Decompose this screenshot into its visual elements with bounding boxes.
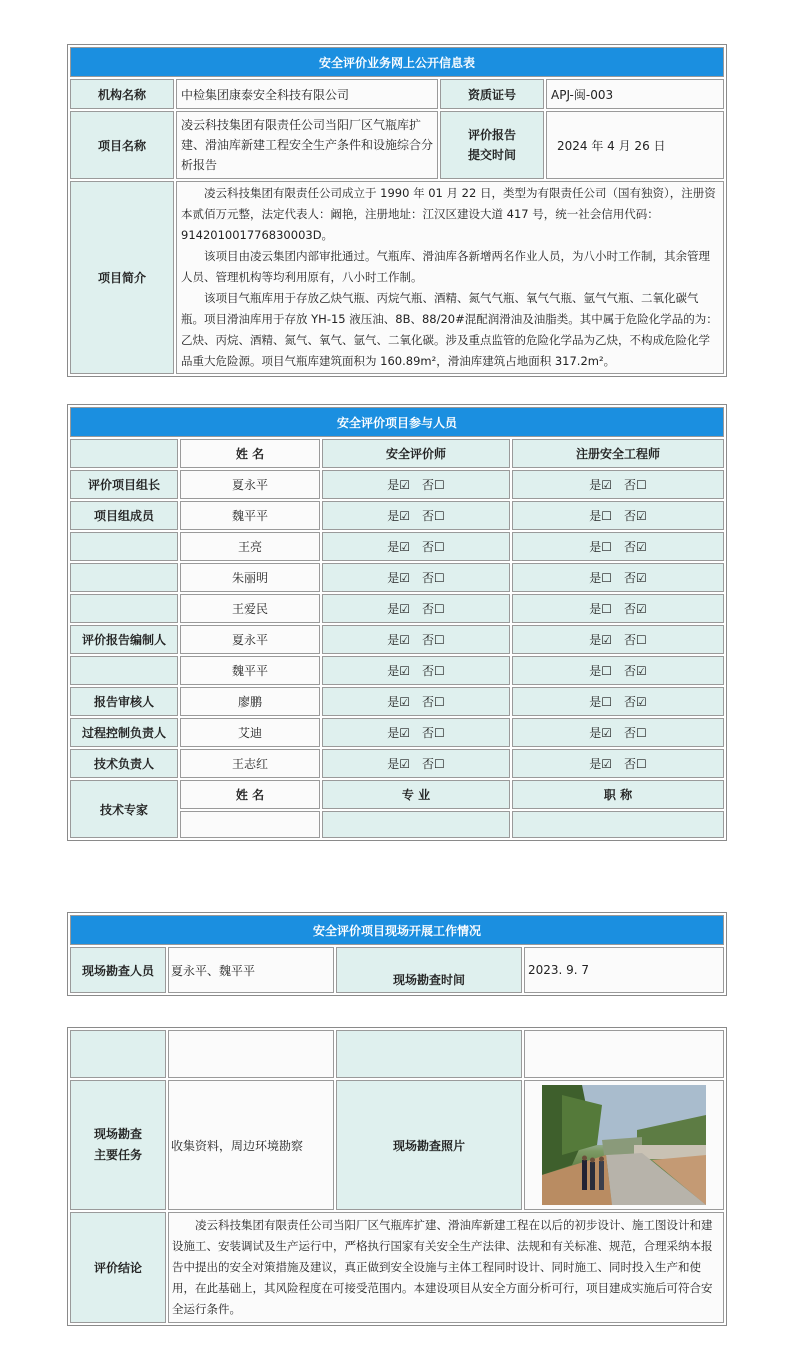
- name-cell: 魏平平: [180, 501, 320, 530]
- expert-label: 技术专家: [70, 780, 178, 838]
- role-cell: [70, 594, 178, 623]
- name-cell: 王志红: [180, 749, 320, 778]
- name-cell: 王亮: [180, 532, 320, 561]
- name-cell: 廖鹏: [180, 687, 320, 716]
- evaluator-checkbox: 是☑ 否☐: [322, 594, 510, 623]
- empty-cell: [336, 1030, 522, 1078]
- evaluator-checkbox: 是☑ 否☐: [322, 718, 510, 747]
- project-label: 项目名称: [70, 111, 174, 179]
- evaluator-checkbox: 是☑ 否☐: [322, 656, 510, 685]
- table-row: [70, 687, 724, 716]
- empty-cell: [70, 1030, 166, 1078]
- expert-name-cell: [180, 811, 320, 838]
- engineer-checkbox: 是☑ 否☐: [512, 470, 724, 499]
- empty-cell: [168, 1030, 334, 1078]
- role-cell: 项目组成员: [70, 501, 178, 530]
- org-value: 中检集团康泰安全科技有限公司: [176, 79, 438, 109]
- evaluator-checkbox: 是☑ 否☐: [322, 501, 510, 530]
- intro-text: [176, 181, 724, 374]
- expert-col-major: 专 业: [322, 780, 510, 809]
- col-name-header: 姓 名: [180, 439, 320, 468]
- table-row: [70, 625, 724, 654]
- engineer-checkbox: 是☑ 否☐: [512, 749, 724, 778]
- site-title: 安全评价项目现场开展工作情况: [70, 915, 724, 945]
- site-table: [67, 912, 727, 996]
- table-row: [70, 749, 724, 778]
- engineer-checkbox: 是☐ 否☑: [512, 687, 724, 716]
- info-table: [67, 44, 727, 377]
- table-row: [70, 718, 724, 747]
- table-row: [70, 594, 724, 623]
- expert-col-name: 姓 名: [180, 780, 320, 809]
- org-label: 机构名称: [70, 79, 174, 109]
- engineer-checkbox: 是☐ 否☑: [512, 563, 724, 592]
- expert-major-cell: [322, 811, 510, 838]
- task-label: 现场勘查 主要任务: [70, 1080, 166, 1210]
- conclusion-text: 凌云科技集团有限责任公司当阳厂区气瓶库扩建、滑油库新建工程在以后的初步设计、施工图设计和建设施工、安装调试及生产运行中，严格执行国家有关安全生产法律、法规和有关标准、规范，合理采纳本报告中提出的安全对策措施及建议，真正做到安全设施与主体工程同时设计、同时施工、同时投入生产和使用，在此基础上，其风险程度在可接受范围内。本建设项目从安全方面分析可行，项目建成实施后可符合安全运行条件。: [168, 1212, 724, 1323]
- task-table: [67, 1027, 727, 1326]
- staff-table: [67, 404, 727, 841]
- expert-col-title: 职 称: [512, 780, 724, 809]
- name-cell: 夏永平: [180, 625, 320, 654]
- evaluator-checkbox: 是☑ 否☐: [322, 470, 510, 499]
- col-evaluator-header: 安全评价师: [322, 439, 510, 468]
- intro-paragraph-3: 该项目气瓶库用于存放乙炔气瓶、丙烷气瓶、酒精、氮气气瓶、氧气气瓶、氩气气瓶、二氧化碳气瓶。项目滑油库用于存放 YH-15 液压油、8B、88/20#混配润滑油及油脂类。其中属于危险化学品的为：乙炔、丙烷、酒精、氮气、氧气、氩气、二氧化碳。涉及重点监管的危险化学品为乙炔，不构成危险化学品重大危险源。项目气瓶库建筑面积为 160.89m²，滑油库建筑占地面积 317.2m²。: [181, 291, 718, 368]
- name-cell: 朱丽明: [180, 563, 320, 592]
- table-row: [70, 532, 724, 561]
- role-cell: 过程控制负责人: [70, 718, 178, 747]
- engineer-checkbox: 是☐ 否☑: [512, 532, 724, 561]
- site-photo-image: [542, 1085, 706, 1205]
- project-value: 凌云科技集团有限责任公司当阳厂区气瓶库扩建、滑油库新建工程安全生产条件和设施综合分析报告: [176, 111, 438, 179]
- name-cell: 魏平平: [180, 656, 320, 685]
- photo-cell: [524, 1080, 724, 1210]
- engineer-checkbox: 是☐ 否☑: [512, 594, 724, 623]
- expert-title-cell: [512, 811, 724, 838]
- photo-label: 现场勘查照片: [336, 1080, 522, 1210]
- submit-label: 评价报告 提交时间: [440, 111, 544, 179]
- engineer-checkbox: 是☑ 否☐: [512, 718, 724, 747]
- evaluator-checkbox: 是☑ 否☐: [322, 625, 510, 654]
- name-cell: 夏永平: [180, 470, 320, 499]
- table-row: [70, 563, 724, 592]
- submit-value: 2024 年 4 月 26 日: [546, 111, 724, 179]
- task-value: 收集资料，周边环境勘察: [168, 1080, 334, 1210]
- staff-title: 安全评价项目参与人员: [70, 407, 724, 437]
- name-cell: 艾迪: [180, 718, 320, 747]
- role-cell: [70, 563, 178, 592]
- evaluator-checkbox: 是☑ 否☐: [322, 563, 510, 592]
- evaluator-checkbox: 是☑ 否☐: [322, 687, 510, 716]
- corner-cell: [70, 439, 178, 468]
- table-row: [70, 470, 724, 499]
- role-cell: 技术负责人: [70, 749, 178, 778]
- role-cell: 评价报告编制人: [70, 625, 178, 654]
- intro-paragraph-1: 凌云科技集团有限责任公司成立于 1990 年 01 月 22 日，类型为有限责任公司（国有独资），注册资本贰佰万元整，法定代表人：阚艳，注册地址：江汉区建设大道 417 号，统一社会信用代码：914201001776830003D。: [181, 186, 716, 242]
- cert-value: APJ-闽-003: [546, 79, 724, 109]
- conclusion-label: 评价结论: [70, 1212, 166, 1323]
- table-row: [70, 656, 724, 685]
- engineer-checkbox: 是☐ 否☑: [512, 656, 724, 685]
- info-title: 安全评价业务网上公开信息表: [70, 47, 724, 77]
- role-cell: [70, 656, 178, 685]
- evaluator-checkbox: 是☑ 否☐: [322, 532, 510, 561]
- role-cell: 报告审核人: [70, 687, 178, 716]
- evaluator-checkbox: 是☑ 否☐: [322, 749, 510, 778]
- col-engineer-header: 注册安全工程师: [512, 439, 724, 468]
- role-cell: [70, 532, 178, 561]
- engineer-checkbox: 是☑ 否☐: [512, 625, 724, 654]
- table-row: [70, 501, 724, 530]
- cert-label: 资质证号: [440, 79, 544, 109]
- surveyors-value: 夏永平、魏平平: [168, 947, 334, 993]
- surveyors-label: 现场勘查人员: [70, 947, 166, 993]
- intro-paragraph-2: 该项目由凌云集团内部审批通过。气瓶库、滑油库各新增两名作业人员，为八小时工作制，其余管理人员、管理机构等均利用原有，八小时工作制。: [181, 249, 710, 284]
- empty-cell: [524, 1030, 724, 1078]
- survey-time-label: 现场勘查时间: [336, 947, 522, 993]
- intro-label: 项目简介: [70, 181, 174, 374]
- name-cell: 王爱民: [180, 594, 320, 623]
- site-photo: [542, 1085, 706, 1205]
- engineer-checkbox: 是☐ 否☑: [512, 501, 724, 530]
- survey-time-value: 2023. 9. 7: [524, 947, 724, 993]
- role-cell: 评价项目组长: [70, 470, 178, 499]
